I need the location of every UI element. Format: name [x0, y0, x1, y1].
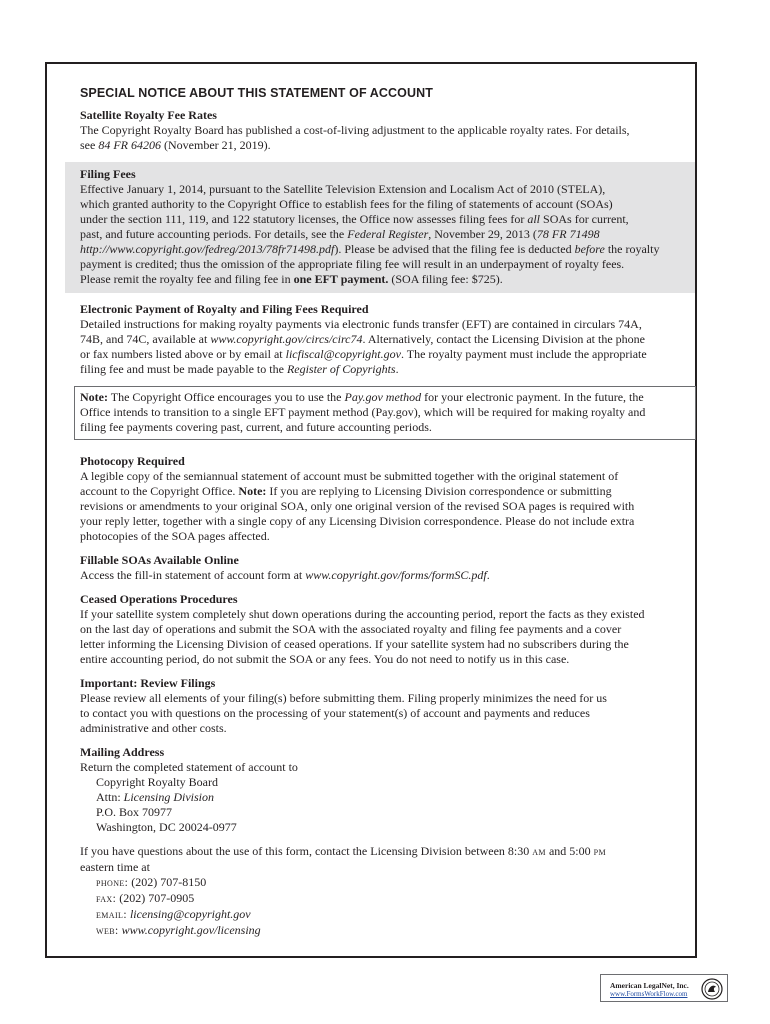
contact-line-1: [80, 844, 680, 860]
emphasis-bold: one EFT payment.: [293, 272, 389, 286]
text: . Alternatively, contact the Licensing Division at the phone: [362, 332, 645, 346]
text: under the section 111, 119, and 122 statutory licenses, the Office now assesses filing fees for: [80, 212, 528, 226]
note-label: Note:: [238, 484, 267, 498]
filing-line-3: [80, 212, 680, 227]
address-line-1: Copyright Royalty Board: [96, 775, 218, 789]
filing-heading: Filing Fees: [80, 167, 136, 181]
email-label: email:: [96, 909, 127, 921]
circulars-link[interactable]: www.copyright.gov/circs/circ74: [210, 332, 363, 346]
phone-number: (202) 707-8150: [128, 875, 207, 889]
section-mailing: [80, 745, 680, 835]
text: .: [395, 362, 399, 376]
fr-citation: 78 FR 71498: [536, 227, 600, 241]
section-review: [80, 676, 680, 736]
text: (SOA filing fee: $725).: [388, 272, 503, 286]
emphasis: all: [527, 212, 541, 226]
section-filing-fees: [65, 162, 695, 293]
note-line-3: filing fee payments covering past, current, and future accounting periods.: [80, 420, 432, 434]
text: see: [80, 138, 99, 152]
text: , November 29, 2013 (: [428, 227, 537, 241]
am-label: am: [532, 846, 546, 858]
footer-badge[interactable]: [600, 974, 728, 1002]
contact-phone: [80, 875, 680, 891]
contact-line-2: eastern time at: [80, 860, 150, 874]
review-line-2: to contact you with questions on the processing of your statement(s) of account and payments and reduces: [80, 706, 590, 720]
filing-line-1: Effective January 1, 2014, pursuant to the Satellite Television Extension and Localism Act of 2010 (STELA),: [80, 182, 606, 196]
licensing-division: Licensing Division: [123, 790, 214, 804]
web-label: web:: [96, 925, 119, 937]
emphasis: before: [574, 242, 605, 256]
text: . The royalty payment must include the appropriate: [400, 347, 647, 361]
section-contact: [80, 844, 680, 939]
licensing-email-link[interactable]: licensing@copyright.gov: [129, 907, 251, 921]
pm-label: pm: [593, 846, 606, 858]
contact-email: [80, 907, 680, 923]
text: The Copyright Office encourages you to use the: [107, 390, 345, 404]
filing-line-6: payment is credited; thus the omission of the appropriate filing fee will result in an underpayment of royalty fees.: [80, 257, 625, 271]
text: or fax numbers listed above or by email at: [80, 347, 286, 361]
footer-url[interactable]: www.FormsWorkFlow.com: [610, 990, 688, 998]
mailing-heading: Mailing Address: [80, 745, 165, 759]
review-line-3: administrative and other costs.: [80, 721, 227, 735]
address-line-3: P.O. Box 70977: [96, 805, 173, 819]
photocopy-heading: Photocopy Required: [80, 454, 185, 468]
section-photocopy: [80, 454, 680, 544]
photocopy-line-5: photocopies of the SOA pages affected.: [80, 529, 270, 543]
notice-title: SPECIAL NOTICE ABOUT THIS STATEMENT OF ACCOUNT: [80, 86, 433, 100]
filing-line-4: [80, 227, 680, 242]
text: SOAs for current,: [540, 212, 629, 226]
section-fillable: [80, 553, 680, 583]
text: If you have questions about the use of this form, contact the Licensing Division between 8:30: [80, 844, 533, 858]
footer-company: American LegalNet, Inc.: [610, 981, 689, 990]
note-box: [74, 386, 696, 440]
section-ceased: [80, 592, 680, 667]
text: past, and future accounting periods. For details, see the: [80, 227, 348, 241]
ceased-line-2: on the last day of operations and submit the SOA with the associated royalty and filing fee payments and a cover: [80, 622, 622, 636]
text: account to the Copyright Office.: [80, 484, 239, 498]
filing-line-5: [80, 242, 680, 257]
text: for your electronic payment. In the future, the: [421, 390, 644, 404]
fedreg-link[interactable]: http://www.copyright.gov/fedreg/2013/78fr71498.pdf: [80, 242, 335, 256]
text: .: [486, 568, 490, 582]
text: If you are replying to Licensing Division correspondence or submitting: [266, 484, 612, 498]
notice-content: [80, 86, 680, 939]
fillable-line-1: [80, 568, 680, 583]
address-line-4: Washington, DC 20024-0977: [96, 820, 237, 834]
address-line-2: [80, 790, 680, 805]
licfiscal-email-link[interactable]: licfiscal@copyright.gov: [285, 347, 401, 361]
filing-line-2: which granted authority to the Copyright Office to establish fees for the filing of statements of account (SOAs): [80, 197, 613, 211]
text: Access the fill-in statement of account form at: [80, 568, 306, 582]
form-sc-link[interactable]: www.copyright.gov/forms/formSC.pdf: [305, 568, 487, 582]
note-label: Note:: [80, 390, 108, 404]
seal-icon: [701, 978, 723, 1000]
section-satellite-rates: [80, 108, 680, 153]
text: (November 21, 2019).: [161, 138, 271, 152]
text: the royalty: [604, 242, 660, 256]
review-line-1: Please review all elements of your filing(s) before submitting them. Filing properly minimizes the need for us: [80, 691, 607, 705]
licensing-web-link[interactable]: www.copyright.gov/licensing: [121, 923, 261, 937]
fr-citation: 84 FR 64206: [98, 138, 161, 152]
text: Please remit the royalty fee and filing fee in: [80, 272, 294, 286]
fax-label: fax:: [96, 893, 117, 905]
eft-line-1: Detailed instructions for making royalty payments via electronic funds transfer (EFT) are contained in circulars 74A,: [80, 317, 642, 331]
fax-number: (202) 707-0905: [116, 891, 195, 905]
satellite-heading: Satellite Royalty Fee Rates: [80, 108, 217, 122]
photocopy-line-3: revisions or amendments to your original SOA, only one original version of the revised SOA pages is required with: [80, 499, 635, 513]
phone-label: phone:: [96, 877, 129, 889]
text: Attn:: [96, 790, 124, 804]
text: ). Please be advised that the filing fee is deducted: [334, 242, 575, 256]
section-eft: [80, 302, 680, 377]
satellite-line-1: The Copyright Royalty Board has published a cost-of-living adjustment to the applicable royalty rates. For details,: [80, 123, 630, 137]
contact-fax: [80, 891, 680, 907]
eft-line-2: [80, 332, 680, 347]
text: 74B, and 74C, available at: [80, 332, 211, 346]
photocopy-line-2: [80, 484, 680, 499]
ceased-heading: Ceased Operations Procedures: [80, 592, 238, 606]
paygov-method: Pay.gov method: [344, 390, 422, 404]
contact-web: [80, 923, 680, 939]
text: filing fee and must be made payable to the: [80, 362, 287, 376]
filing-line-7: [80, 272, 680, 287]
fillable-heading: Fillable SOAs Available Online: [80, 553, 239, 567]
note-line-2: Office intends to transition to a single EFT payment method (Pay.gov), which will be required for making royalty and: [80, 405, 646, 419]
ceased-line-1: If your satellite system completely shut down operations during the accounting period, report the facts as they existed: [80, 607, 645, 621]
ceased-line-3: letter informing the Licensing Division of ceased operations. If your satellite system had no subscribers during the: [80, 637, 629, 651]
mailing-line-1: Return the completed statement of account to: [80, 760, 298, 774]
satellite-line-2: [80, 138, 680, 153]
note-line-1: [80, 390, 687, 405]
eft-line-3: [80, 347, 680, 362]
eft-line-4: [80, 362, 680, 377]
photocopy-line-1: A legible copy of the semiannual statement of account must be submitted together with the original statement of: [80, 469, 619, 483]
federal-register: Federal Register: [347, 227, 429, 241]
photocopy-line-4: your reply letter, together with a single copy of any Licensing Division correspondence. Please do not include extra: [80, 514, 635, 528]
review-heading: Important: Review Filings: [80, 676, 216, 690]
text: and 5:00: [545, 844, 594, 858]
eft-heading: Electronic Payment of Royalty and Filing Fees Required: [80, 302, 369, 316]
register-of-copyrights: Register of Copyrights: [286, 362, 396, 376]
ceased-line-4: entire accounting period, do not submit the SOA or any fees. You do not need to notify us in this case.: [80, 652, 570, 666]
